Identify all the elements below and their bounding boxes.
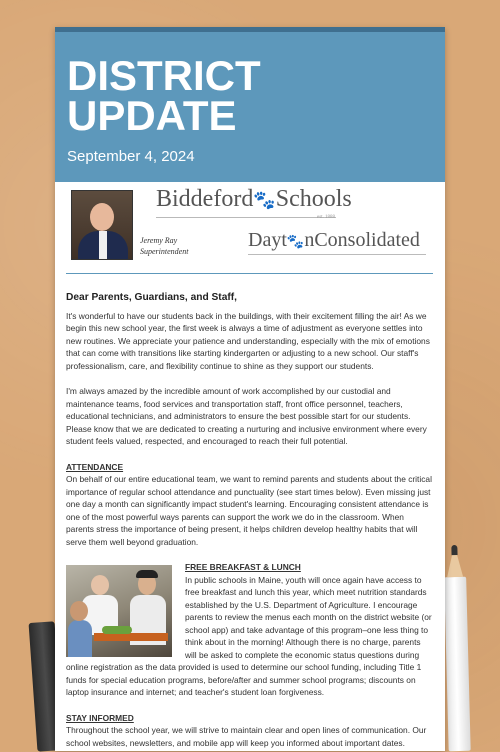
newsletter-title: DISTRICT UPDATE — [67, 52, 261, 139]
newsletter-body — [55, 292, 445, 749]
newsletter-card — [55, 27, 445, 751]
logo-text-dayt: Dayt — [248, 229, 287, 251]
attendance-text: On behalf of our entire educational team, we want to remind parents and students about the critical importance of regular school attendance and punctuality (see start times below). Even missing just one day a month can significantly impact student's learning. Encouraging consistent attendance is one of the most powerful ways parents can support the work we do in the classroom. When parents stress the importance of being present, it helps children develop healthy habits that will serve them well beyond graduation. — [66, 474, 432, 547]
paragraph-welcome: It's wonderful to have our students back in the buildings, with their excitement filling the air! As we begin this new school year, the first week is always a time of adjustment as everyone settles into new routines. We appreciate your patience and understanding, especially with the mix of emotions that can come with transitions like starting kindergarten or adjusting to a new school. Our staff's professionalism, care, and flexibility continue to shine as they support our students. — [66, 310, 430, 371]
attendance-heading: ATTENDANCE — [66, 461, 124, 472]
food-section — [66, 561, 434, 699]
logo-underline — [156, 217, 336, 218]
logo-text-consolidated: Consolidated — [314, 229, 420, 251]
logo-underline — [248, 254, 426, 255]
logo-band — [55, 182, 445, 282]
superintendent-role: Superintendent — [140, 247, 189, 256]
paw-icon: 🐾 — [286, 235, 305, 250]
logo-est: est. 1888 — [317, 215, 336, 220]
dayton-consolidated-logo[interactable] — [248, 229, 420, 252]
cafeteria-photo — [66, 565, 172, 657]
greeting: Dear Parents, Guardians, and Staff, — [66, 292, 237, 303]
logo-text-biddeford: Biddeford — [156, 186, 254, 212]
logo-text-n: n — [304, 229, 315, 251]
paragraph-staff: I'm always amazed by the incredible amount of work accomplished by our custodial and maintenance teams, food services and transportation staff, front office personnel, teachers, educational technicians, and administrators to ensure the best possible start for our students. Please know that we are dedicated to creating a nurturing and inclusive environment where every student feels valued, respected, and encouraged to reach their full potential. — [66, 386, 427, 446]
stay-informed-text: Throughout the school year, we will strive to maintain clear and open lines of communication. Our school websites, newsletters, and mobile app will keep you informed about important dates. — [66, 725, 427, 748]
section-divider — [66, 273, 433, 274]
food-heading: FREE BREAKFAST & LUNCH — [185, 562, 301, 572]
paw-icon: 🐾 — [253, 190, 276, 210]
stay-informed-heading: STAY INFORMED — [66, 712, 134, 723]
logo-text-schools: Schools — [275, 186, 352, 212]
superintendent-photo — [71, 190, 133, 260]
food-text: In public schools in Maine, youth will once again have access to free breakfast and lunch this year, which meet nutrition standards established by the U.S. Department of Agriculture. I encourage parents to review the menus each month on the district website (or school app) and take advantage of this program–one less thing to think about in the morning! Although there is no charge, parents will be asked to complete the economic status questions during online registration as the data provided is used to determine our school funding, including Title 1 funds for special education programs, before/after and summer school programs; discounts on laptop insurance and internet; and teacher's student loan forgiveness. — [66, 574, 432, 697]
superintendent-name: Jeremy Ray — [140, 236, 178, 245]
biddeford-schools-logo[interactable] — [156, 186, 352, 213]
newsletter-header — [55, 32, 445, 182]
superintendent-caption — [140, 235, 188, 257]
newsletter-date: September 4, 2024 — [67, 148, 195, 165]
pencil — [443, 545, 470, 752]
